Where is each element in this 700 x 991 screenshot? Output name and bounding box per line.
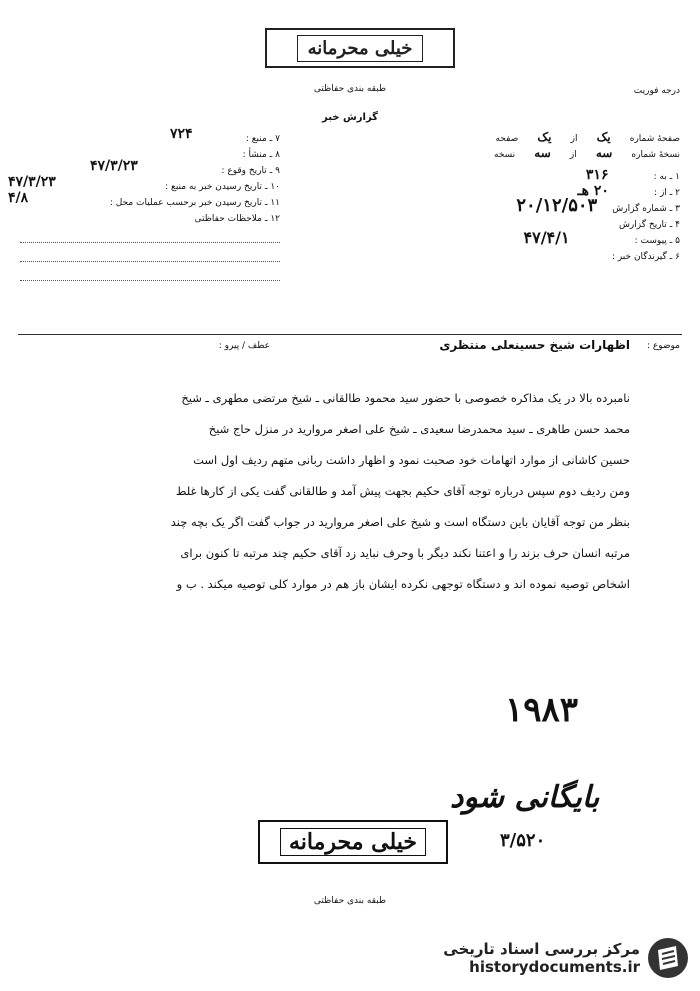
body-line: اشخاص توصیه نموده اند و دستگاه توجهی نکرده ایشان باز هم در موارد کلی توصیه میکند . ب و: [176, 577, 630, 591]
field-report-date: ۴ ـ تاریخ گزارش: [618, 220, 680, 230]
field-origin: ۸ ـ منشأ :: [242, 150, 280, 160]
report-title: گزارش خبر: [321, 112, 378, 123]
field-copy-number: نسخهٔ شماره سه از سه نسخه: [494, 146, 680, 160]
field-ops-date: ۱۱ ـ تاریخ رسیدن خبر برحسب عملیات محل : ۴/۸: [8, 190, 280, 208]
subject-text: اظهارات شیخ حسینعلی منتظری: [439, 338, 630, 352]
body-line: حسین کاشانی از موارد اتهامات خود صحبت نمود و اظهار داشت ربانی متهم ردیف اول است: [193, 453, 630, 467]
field-from: ۲ ـ از : ۲۰ هـ: [577, 183, 680, 199]
archive-code: ۳/۵۲۰: [500, 830, 546, 851]
field-attachment: ۵ ـ پیوست : ۴۷/۴/۱: [523, 228, 680, 247]
right-fields: [390, 128, 680, 262]
top-classification-label: طبقه بندی حفاظتی: [313, 84, 387, 94]
subject-label: موضوع :: [646, 341, 680, 351]
bottom-classification-label: طبقه بندی حفاظتی: [313, 896, 387, 906]
archive-note: بایگانی شود: [450, 780, 600, 815]
field-recipients: ۶ ـ گیرندگان خبر :: [611, 252, 680, 262]
bottom-stamp-text: خیلی محرمانه: [280, 828, 426, 856]
dotted-line: [20, 224, 280, 243]
handwritten-number: ۱۹۸۳: [505, 690, 579, 730]
field-event-date-value: ۴۷/۳/۲۳: [90, 158, 138, 174]
body-line: محمد حسن طاهری ـ سید محمدرضا سعیدی ـ شیخ علی اصغر مروارید در منزل حاج شیخ: [208, 422, 630, 436]
field-receipt-date-value: ۴۷/۳/۲۳: [8, 174, 56, 190]
body-line: مرتبه انسان حرف بزند را و اعتنا نکند دیگر با وحرف نباید زد آقای حکیم چند مرتبه تا کنون برای: [180, 546, 630, 560]
body-line: ومن ردیف دوم سپس درباره توجه آقای حکیم بجهت پیش آمد و طالقانی گفت یکی از کارها غلط: [175, 484, 630, 498]
dotted-line: [20, 262, 280, 281]
body-line: بنظر من توجه آقایان باین دستگاه است و شیخ علی اصغر مروارید در جواب گفت اگر یک بچه چند: [170, 515, 630, 529]
report-date-value: ۴۷/۴/۱: [523, 228, 570, 247]
field-source-value: ۷۲۴: [170, 126, 193, 142]
field-event-date: ۹ ـ تاریخ وقوع : ۴۷/۳/۲۳: [90, 158, 280, 176]
bottom-classification-stamp: [258, 820, 448, 864]
report-body: [60, 383, 630, 600]
reference-label: عطف / پیرو :: [218, 341, 270, 351]
field-source: ۷ ـ منبع : ۷۲۴: [170, 126, 280, 144]
field-page-number: صفحهٔ شماره یک از یک صفحه: [495, 130, 680, 144]
left-fields: [8, 126, 280, 281]
body-line: نامبرده بالا در یک مذاکره خصوصی با حضور سید محمود طالقانی ـ شیخ مرتضی مطهری ـ شیخ: [181, 391, 630, 405]
top-stamp-text: خیلی محرمانه: [297, 35, 424, 62]
field-security-notes: ۱۲ ـ ملاحظات حفاظتی: [194, 214, 280, 224]
separator-line: [18, 334, 682, 335]
watermark-name: مرکز بررسی اسناد تاریخی: [443, 940, 640, 958]
urgency-label: درجه فوریت: [633, 86, 680, 96]
watermark-url: historydocuments.ir: [469, 958, 640, 976]
top-classification-stamp: [265, 28, 455, 68]
archive-logo-icon: [646, 936, 690, 980]
field-report-number: ۳ ـ شماره گزارش ۲۰/۱۲/۵۰۳: [516, 195, 680, 216]
watermark: [420, 930, 690, 986]
field-ops-date-value: ۴/۸: [8, 190, 29, 206]
dotted-line: [20, 243, 280, 262]
field-to: ۱ ـ به : ۳۱۶: [585, 167, 680, 183]
field-receipt-date: ۱۰ ـ تاریخ رسیدن خبر به منبع : ۴۷/۳/۲۳: [8, 174, 280, 192]
